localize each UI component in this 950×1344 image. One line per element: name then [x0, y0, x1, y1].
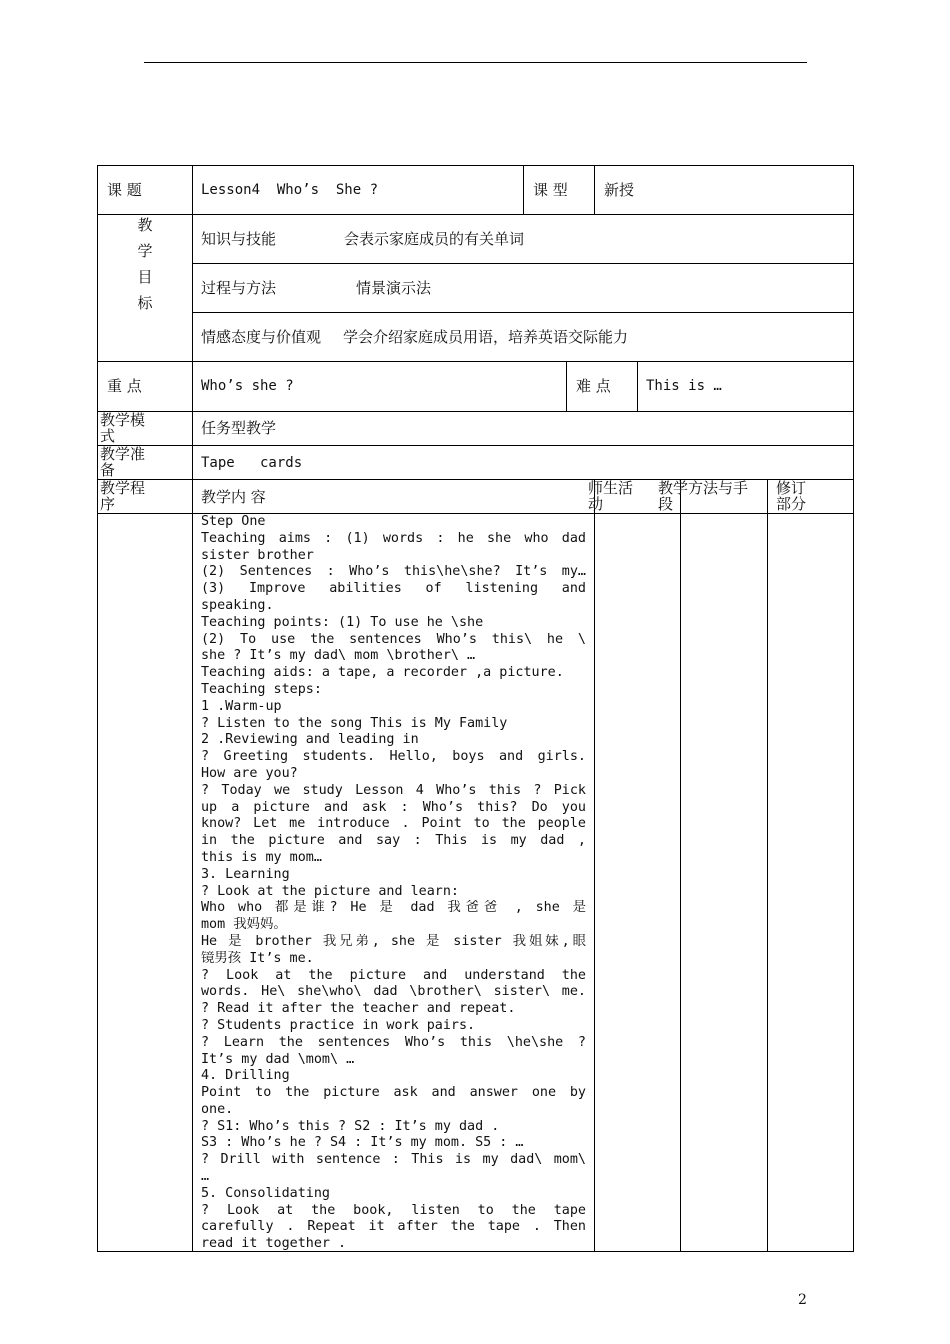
- content-line: ? Students practice in work pairs.: [201, 1017, 476, 1033]
- content-line: speaking.: [201, 597, 274, 613]
- content-line: 镜男孩 It’s me.: [201, 950, 314, 966]
- content-line: Point to the picture ask and answer one by: [201, 1085, 586, 1101]
- methods-column-header: 教学方法与手段: [658, 479, 749, 513]
- content-line: (2) To use the sentences Who’s this\ he \: [201, 631, 586, 647]
- content-column-header: 教学内 容: [201, 488, 266, 506]
- difficult-point-label: 难 点: [576, 377, 611, 395]
- prep-label: 教学准 备: [100, 445, 146, 479]
- prep-value: Tape cards: [201, 455, 303, 471]
- content-line: ? Learn the sentences Who’s this \he\she ?: [201, 1034, 586, 1050]
- content-line: 2 .Reviewing and leading in: [201, 732, 419, 748]
- content-line: know? Let me introduce . Point to the people: [201, 816, 586, 832]
- content-line: Teaching aims : (1) words : he she who dad: [201, 530, 586, 546]
- objective-knowledge-label: 知识与技能: [201, 230, 277, 248]
- content-line: Step One: [201, 514, 266, 529]
- content-line: Teaching steps:: [201, 681, 322, 697]
- type-value: 新授: [604, 181, 635, 199]
- header-rule: [144, 62, 807, 63]
- content-line: He 是 brother 我兄弟, she 是 sister 我姐妹,眼: [201, 933, 586, 949]
- topic-label: 课 题: [107, 181, 142, 199]
- key-point-label: 重 点: [107, 377, 142, 395]
- content-line: Who who 都是谁? He 是 dad 我爸爸 , she 是: [201, 900, 586, 916]
- objectives-label: 教 学 目 标: [137, 216, 153, 312]
- objective-process-value: 情景演示法: [356, 279, 432, 297]
- content-line: sister brother: [201, 547, 314, 563]
- difficult-point-value: This is …: [646, 378, 722, 394]
- content-line: ? Look at the picture and understand the: [201, 967, 586, 983]
- teaching-content: [201, 514, 586, 1253]
- content-line: one.: [201, 1101, 234, 1117]
- mode-label: 教学模 式: [100, 411, 146, 445]
- objective-process-label: 过程与方法: [201, 279, 277, 297]
- content-line: ? Greeting students. Hello, boys and girls.: [201, 749, 586, 765]
- content-line: …: [201, 1169, 210, 1185]
- topic-value: Lesson4 Who’s She ?: [201, 182, 379, 198]
- mode-value: 任务型教学: [201, 419, 277, 437]
- content-line: carefully . Repeat it after the tape . Then: [201, 1219, 586, 1235]
- revision-column-header: 修订部分: [776, 479, 807, 513]
- content-line: ? Listen to the song This is My Family: [201, 715, 508, 731]
- content-line: up a picture and ask : Who’s this? Do you: [201, 799, 586, 815]
- content-line: 1 .Warm-up: [201, 698, 282, 714]
- content-line: ? Today we study Lesson 4 Who’s this ? Pick: [201, 782, 586, 798]
- content-line: she ? It’s my dad\ mom \brother\ …: [201, 648, 476, 664]
- content-line: ? Drill with sentence : This is my dad\ mom\: [201, 1152, 586, 1168]
- page-number: 2: [798, 1292, 807, 1308]
- content-line: in the picture and say : This is my dad ,: [201, 833, 586, 849]
- objective-knowledge-value: 会表示家庭成员的有关单词: [344, 230, 525, 248]
- content-line: words. He\ she\who\ dad \brother\ sister\ me.: [201, 984, 586, 1000]
- content-line: ? S1: Who’s this ? S2 : It’s my dad .: [201, 1118, 500, 1134]
- content-line: ? Read it after the teacher and repeat.: [201, 1001, 516, 1017]
- objective-attitude-value: 学会介绍家庭成员用语，培养英语交际能力: [343, 328, 629, 346]
- content-line: 3. Learning: [201, 866, 290, 882]
- type-label: 课 型: [533, 181, 568, 199]
- activity-column-header: 师生活动: [588, 479, 634, 513]
- content-line: this is my mom…: [201, 849, 322, 865]
- content-line: read it together .: [201, 1236, 347, 1252]
- content-line: S3 : Who’s he ? S4 : It’s my mom. S5 : …: [201, 1135, 524, 1151]
- content-line: 5. Consolidating: [201, 1185, 330, 1201]
- content-line: It’s my dad \mom\ …: [201, 1051, 355, 1067]
- procedure-label: 教学程 序: [100, 479, 146, 513]
- content-line: ? Look at the picture and learn:: [201, 883, 459, 899]
- content-line: Teaching aids: a tape, a recorder ,a picture.: [201, 665, 564, 681]
- objective-attitude-label: 情感态度与价值观: [201, 328, 322, 346]
- content-line: Teaching points: (1) To use he \she: [201, 614, 484, 630]
- key-point-value: Who’s she ?: [201, 378, 294, 394]
- content-line: How are you?: [201, 765, 298, 781]
- content-line: 4. Drilling: [201, 1068, 290, 1084]
- content-line: ? Look at the book, listen to the tape: [201, 1202, 586, 1218]
- content-line: mom 我妈妈。: [201, 917, 287, 933]
- content-line: (2) Sentences : Who’s this\he\she? It’s my…: [201, 564, 586, 580]
- content-line: (3) Improve abilities of listening and: [201, 581, 586, 597]
